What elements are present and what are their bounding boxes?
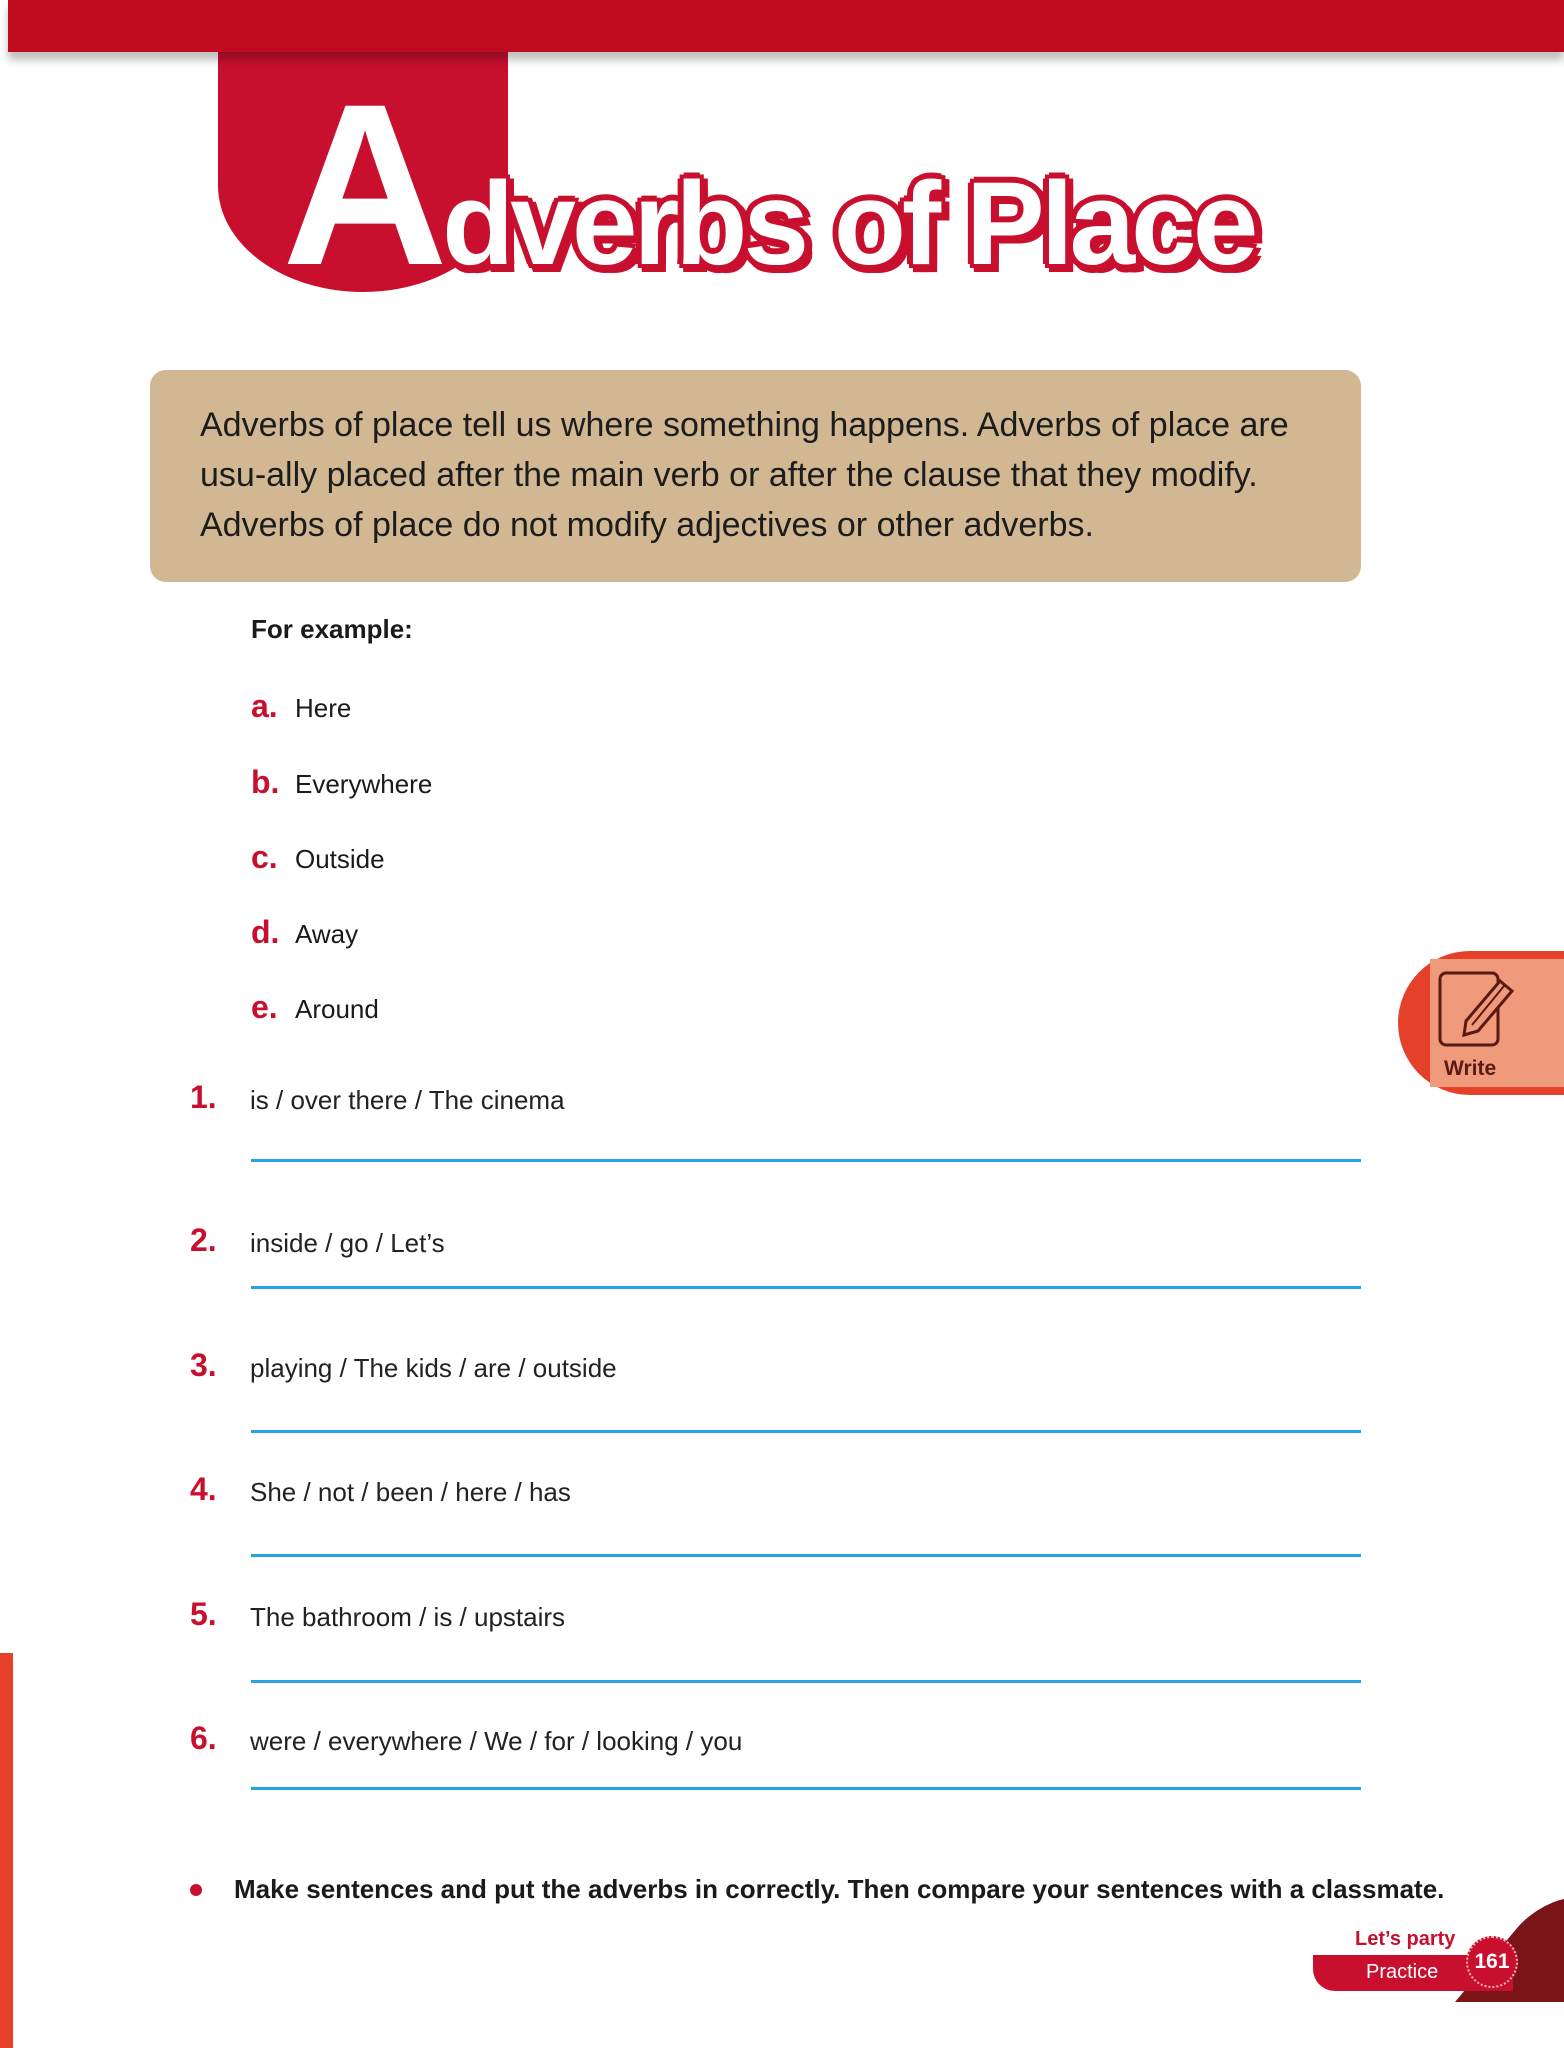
- exercise-prompt: playing / The kids / are / outside: [250, 1353, 617, 1383]
- page-title: [282, 56, 1255, 313]
- answer-line[interactable]: [251, 1787, 1361, 1790]
- exercise-prompt: is / over there / The cinema: [250, 1085, 565, 1115]
- example-letter: d.: [251, 914, 280, 950]
- example-text: Around: [295, 994, 379, 1024]
- example-text: Outside: [295, 844, 385, 874]
- answer-line[interactable]: [251, 1430, 1361, 1433]
- example-item: [251, 989, 379, 1023]
- instruction: [190, 1874, 1444, 1905]
- write-tab: [1398, 951, 1564, 1095]
- example-text: Away: [295, 919, 359, 949]
- answer-line[interactable]: [251, 1554, 1361, 1557]
- footer-section: Practice: [1366, 1961, 1439, 1983]
- example-letter: c.: [251, 839, 278, 875]
- exercise-number: 3.: [190, 1347, 217, 1383]
- answer-line[interactable]: [251, 1680, 1361, 1683]
- example-text: Here: [295, 693, 352, 723]
- title-initial: A: [282, 56, 443, 313]
- example-letter: b.: [251, 764, 280, 800]
- exercise-prompt: She / not / been / here / has: [250, 1477, 571, 1507]
- example-item: [251, 764, 432, 798]
- intro-box: Adverbs of place tell us where something happens. Adverbs of place are usu-ally placed after the main verb or after the clause that they modify. Adverbs of place do not modify adjectives or other adverbs.: [150, 370, 1361, 582]
- left-edge-strip: [0, 1653, 13, 2048]
- example-text: Everywhere: [295, 769, 433, 799]
- exercise-number: 4.: [190, 1471, 217, 1507]
- top-banner: [8, 0, 1564, 52]
- examples-label: For example:: [251, 614, 413, 644]
- exercise-number: 6.: [190, 1720, 217, 1756]
- exercise-prompt: inside / go / Let’s: [250, 1228, 445, 1258]
- instruction-text: Make sentences and put the adverbs in correctly. Then compare your sentences with a classmate.: [234, 1874, 1445, 1904]
- answer-line[interactable]: [251, 1286, 1361, 1289]
- title-rest: dverbs of Place: [442, 158, 1255, 290]
- exercise-number: 1.: [190, 1079, 217, 1115]
- write-tab-label: Write: [1444, 1057, 1497, 1080]
- example-item: [251, 914, 358, 948]
- example-item: [251, 688, 351, 722]
- exercise-prompt: were / everywhere / We / for / looking / you: [250, 1726, 743, 1756]
- pencil-paper-icon: [1438, 963, 1518, 1055]
- exercise-prompt: The bathroom / is / upstairs: [250, 1602, 566, 1632]
- bullet-icon: [190, 1884, 202, 1896]
- exercise-number: 5.: [190, 1596, 217, 1632]
- footer-unit: Let’s party: [1355, 1928, 1456, 1950]
- example-item: [251, 839, 385, 873]
- page-number: 161: [1466, 1936, 1518, 1988]
- example-letter: a.: [251, 688, 278, 724]
- example-letter: e.: [251, 989, 278, 1025]
- answer-line[interactable]: [251, 1159, 1361, 1162]
- exercise-number: 2.: [190, 1222, 217, 1258]
